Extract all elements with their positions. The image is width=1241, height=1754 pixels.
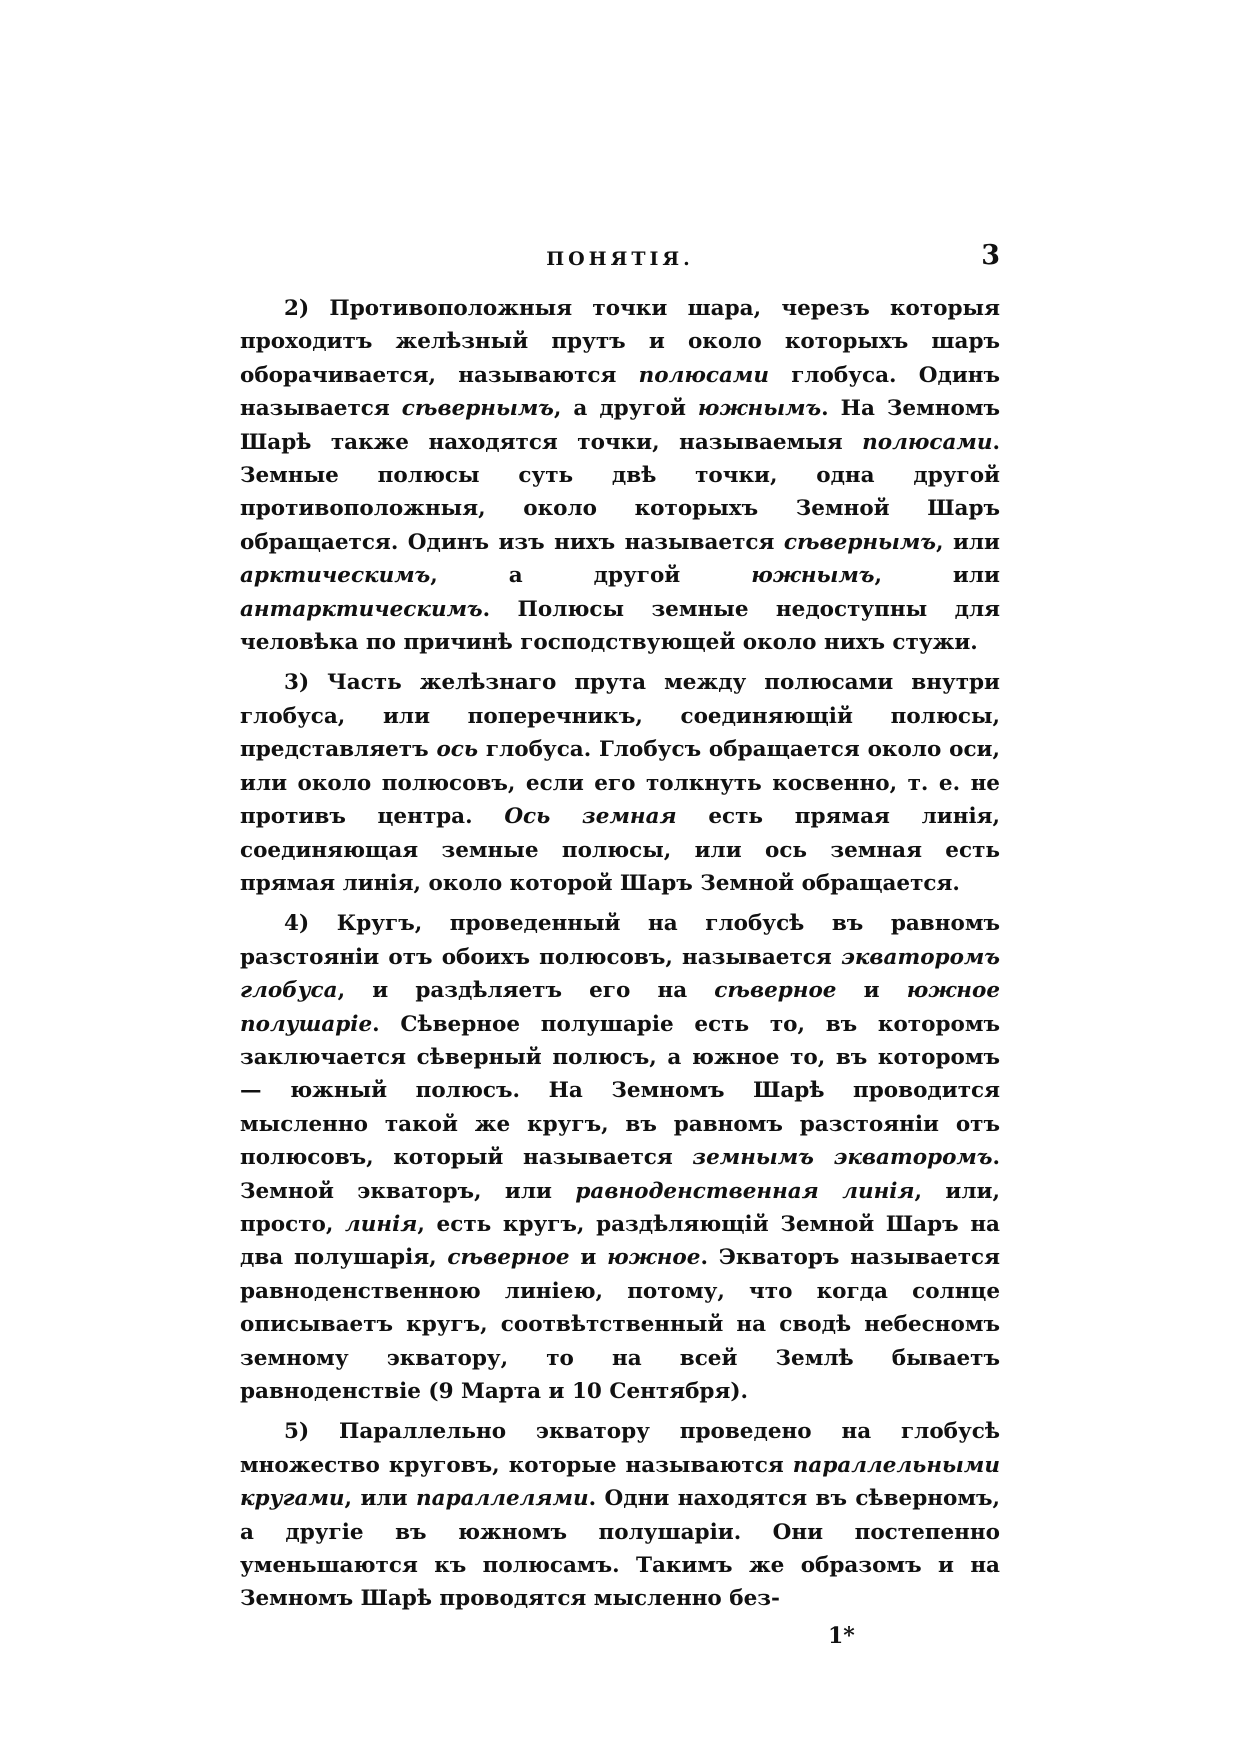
text-run: и xyxy=(569,1245,608,1271)
signature-mark-row xyxy=(240,1623,1000,1663)
italic-term: полюсами xyxy=(862,429,993,455)
italic-term: южнымъ xyxy=(697,396,822,422)
paragraph-5 xyxy=(240,1415,1000,1615)
text-run: и xyxy=(836,978,907,1004)
text-run: . Земной экваторъ, или xyxy=(240,1145,1000,1204)
text-run: . Сѣверное полушаріе есть то, въ которомъ заключается сѣверный полюсъ, а южное то, въ которомъ — южный полюсъ. На Земномъ Шарѣ проводится мысленно такой же кругъ, въ равномъ разстояніи отъ полюсовъ, который называется xyxy=(240,1011,1000,1171)
text-run: . Одни находятся въ сѣверномъ, а другіе въ южномъ полушаріи. Они постепенно уменьшаются къ полюсамъ. Такимъ же образомъ и на Земномъ Шарѣ проводятся мысленно без- xyxy=(240,1486,1000,1612)
text-run: , или xyxy=(935,529,1000,555)
italic-term: южное полушаріе xyxy=(240,978,1000,1037)
text-run: 3) Часть желѣзнаго прута между полюсами внутри глобуса, или поперечникъ, соединяющій полюсы, представляетъ xyxy=(240,670,1000,763)
italic-term: сѣвернымъ xyxy=(783,529,936,555)
italic-term: сѣверное xyxy=(714,978,837,1004)
text-run: глобуса. Одинъ называется xyxy=(240,362,1000,422)
text-run: , а другой xyxy=(553,396,698,422)
text-run: , а другой xyxy=(430,563,752,589)
italic-term: экваторомъ глобуса xyxy=(240,944,1000,1004)
italic-term: сѣвернымъ xyxy=(401,396,554,422)
text-run: , есть кругъ, раздѣляющій Земной Шаръ на два полушарія, xyxy=(240,1211,1000,1271)
italic-term: полюсами xyxy=(638,362,769,388)
running-head xyxy=(240,240,1000,292)
italic-term: равноденственная линія xyxy=(575,1178,915,1204)
text-run: есть прямая линія, соединяющая земные полюсы, или ось земная есть прямая линія, около которой Шаръ Земной обращается. xyxy=(240,804,1000,896)
text-run: , или xyxy=(874,563,1000,589)
italic-term: Ось земная xyxy=(504,804,677,830)
text-run: . На Земномъ Шарѣ также находятся точки, называемыя xyxy=(240,396,1000,455)
italic-term: сѣверное xyxy=(447,1245,570,1271)
page-number: 3 xyxy=(981,240,1000,271)
text-run: , или, просто, xyxy=(240,1178,1000,1237)
text-run: . Земные полюсы суть двѣ точки, одна другой противоположныя, около которыхъ Земной Шаръ обращается. Одинъ изъ нихъ называется xyxy=(240,429,1000,555)
text-run: , или xyxy=(344,1486,416,1512)
italic-term: параллелями xyxy=(416,1486,589,1512)
text-run: 2) Противоположныя точки шара, черезъ которыя проходитъ желѣзный прутъ и около которыхъ шаръ оборачивается, называются xyxy=(240,296,1000,388)
signature-mark: 1* xyxy=(828,1622,855,1649)
text-run: глобуса. Глобусъ обращается около оси, или около полюсовъ, если его толкнуть косвенно, т. е. не противъ центра. xyxy=(240,737,1000,830)
italic-term: параллельными кругами xyxy=(240,1452,1000,1512)
text-run: . Полюсы земные недоступны для человѣка по причинѣ господствующей около нихъ стужи. xyxy=(240,596,1000,656)
running-title: ПОНЯТІЯ. xyxy=(546,248,694,270)
paragraph-3 xyxy=(240,666,1000,900)
body-text xyxy=(240,292,1000,1616)
italic-term: арктическимъ xyxy=(240,563,431,589)
book-page xyxy=(240,240,1000,1663)
italic-term: антарктическимъ xyxy=(240,596,483,622)
italic-term: ось xyxy=(436,737,479,763)
italic-term: линія xyxy=(345,1211,418,1237)
text-run: , и раздѣляетъ его на xyxy=(337,978,715,1004)
text-run: 4) Кругъ, проведенный на глобусѣ въ равномъ разстояніи отъ обоихъ полюсовъ, называется xyxy=(240,911,1000,970)
paragraph-4 xyxy=(240,907,1000,1408)
text-run: . Экваторъ называется равноденственною линіею, потому, что когда солнце описываетъ кругъ, соотвѣтственный на сводѣ небесномъ земному экватору, то на всей Землѣ бываетъ равноденствіе (9 Марта и 10 Сентября). xyxy=(240,1245,1000,1404)
italic-term: южнымъ xyxy=(751,563,875,589)
text-run: 5) Параллельно экватору проведено на глобусѣ множество круговъ, которые называются xyxy=(240,1419,1000,1478)
italic-term: земнымъ экваторомъ xyxy=(692,1145,993,1171)
paragraph-2 xyxy=(240,292,1000,659)
italic-term: южное xyxy=(607,1245,701,1271)
